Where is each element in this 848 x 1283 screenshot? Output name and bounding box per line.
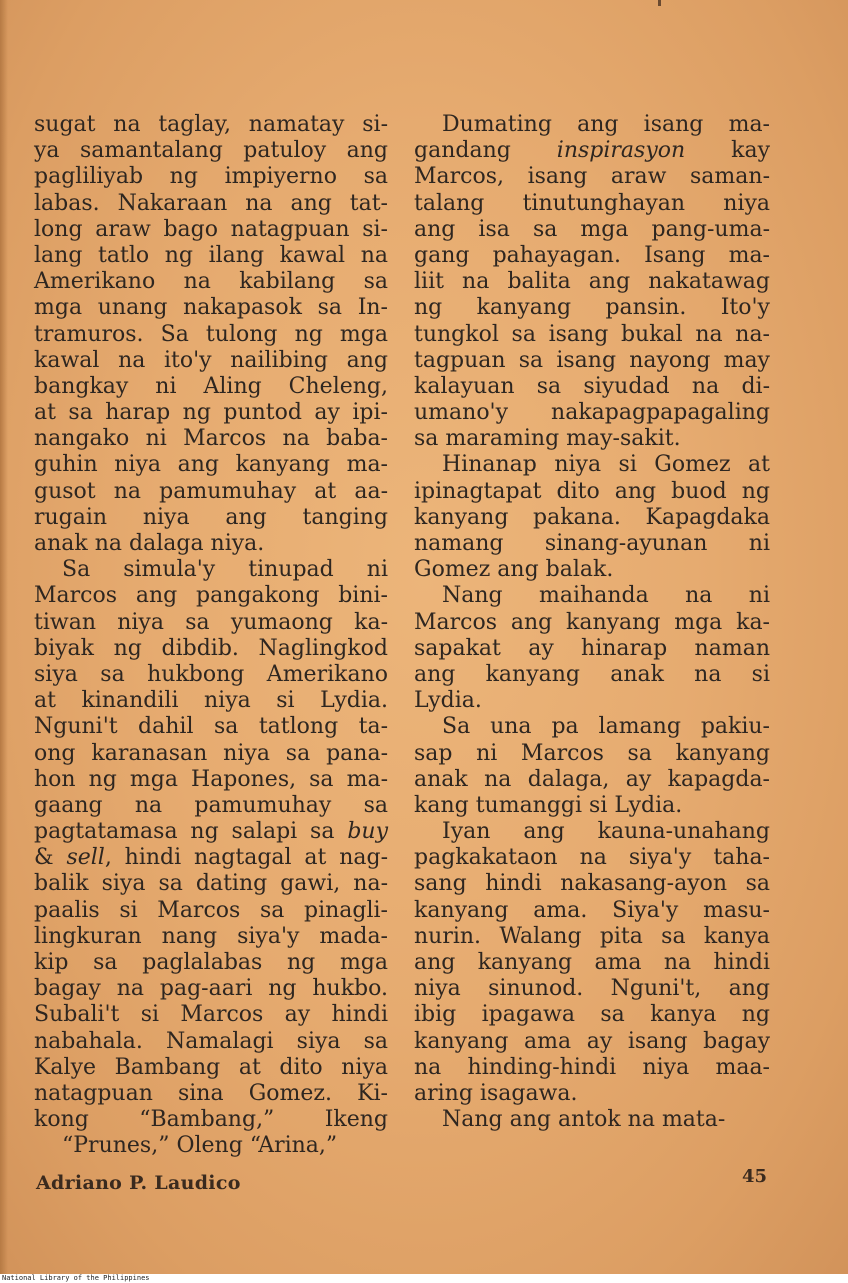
text-line: kanyang ama ay isang bagay	[414, 1028, 770, 1054]
text-line: Nang ang antok na mata-	[442, 1107, 726, 1133]
text-line: ya samantalang patuloy ang	[34, 138, 388, 164]
text-line: ng kanyang pansin. Ito'y	[414, 295, 770, 321]
text-line: bagay na pag-aari ng hukbo.	[34, 976, 388, 1002]
spine-shadow	[0, 0, 8, 1274]
text-line: ang kanyang anak na si	[414, 661, 770, 687]
text-line: kalayuan sa siyudad na di-	[414, 373, 770, 399]
text-line: sugat na taglay, namatay si-	[34, 112, 388, 137]
left-column	[34, 112, 388, 1160]
text-line: umano'y nakapagpapagaling	[414, 400, 770, 426]
text-line: mga unang nakapasok sa In-	[34, 295, 388, 321]
text-line: paalis si Marcos sa pinagli-	[34, 897, 388, 923]
text-line: kanyang ama. Siya'y masu-	[414, 897, 770, 923]
text-line: gang pahayagan. Isang ma-	[414, 242, 770, 268]
text-line: lang tatlo ng ilang kawal na	[34, 242, 388, 268]
text-line: kong “Bambang,” Ikeng	[34, 1107, 388, 1133]
text-line: Lydia.	[414, 688, 482, 714]
text-line: Sa una pa lamang pakiu-	[442, 714, 770, 740]
text-line: bangkay ni Aling Cheleng,	[34, 373, 388, 399]
text-line: natagpuan sina Gomez. Ki-	[34, 1080, 388, 1106]
text-line: namang sinang-ayunan ni	[414, 531, 770, 556]
text-line: sapakat ay hinarap naman	[414, 635, 770, 661]
text-line: rugain niya ang tanging	[34, 504, 388, 530]
text-line: kang tumanggi si Lydia.	[414, 792, 683, 818]
text-line: guhin niya ang kanyang ma-	[34, 452, 388, 478]
text-line: pagliliyab ng impiyerno sa	[34, 164, 388, 190]
text-line: niya sinunod. Nguni't, ang	[414, 976, 770, 1002]
text-line: at kinandili niya si Lydia.	[34, 688, 388, 714]
text-line: Marcos ang kanyang mga ka-	[414, 609, 770, 635]
text-line: labas. Nakaraan na ang tat-	[34, 190, 388, 216]
text-line: Gomez ang balak.	[414, 557, 614, 583]
text-line: ang isa sa mga pang-uma-	[414, 216, 770, 242]
text-line: na hinding-hindi niya maa-	[414, 1054, 770, 1080]
text-line: Dumating ang isang ma-	[442, 112, 770, 137]
text-line: tungkol sa isang bukal na na-	[414, 321, 770, 347]
text-line: biyak ng dibdib. Naglingkod	[34, 635, 388, 661]
text-line: kanyang pakana. Kapagdaka	[414, 504, 770, 530]
text-line: Amerikano na kabilang sa	[34, 269, 388, 295]
text-line: hon ng mga Hapones, sa ma-	[34, 766, 388, 792]
text-line: pagkakataon na siya'y taha-	[414, 845, 770, 871]
text-line: tiwan niya sa yumaong ka-	[34, 609, 388, 635]
ink-mark	[658, 0, 661, 6]
text-line: sa maraming may-sakit.	[414, 426, 681, 452]
text-line: Nang maihanda na ni	[442, 583, 770, 609]
right-column	[414, 112, 770, 1133]
text-line: “Prunes,” Oleng “Arina,”	[62, 1133, 338, 1159]
text-line: talang tinutunghayan niya	[414, 190, 770, 216]
text-line: ibig ipagawa sa kanya ng	[414, 1002, 770, 1028]
text-line: gaang na pamumuhay sa	[34, 792, 388, 818]
text-line: sang hindi nakasang-ayon sa	[414, 871, 770, 897]
text-line: pagtatamasa ng salapi sa buy	[34, 819, 388, 845]
text-line: nabahala. Namalagi siya sa	[34, 1028, 388, 1054]
text-line: Hinanap niya si Gomez at	[442, 452, 770, 478]
text-line: Iyan ang kauna-unahang	[442, 819, 770, 845]
text-line: anak na dalaga niya.	[34, 531, 265, 556]
text-line: ipinagtapat dito ang buod ng	[414, 478, 770, 504]
text-line: Nguni't dahil sa tatlong ta-	[34, 714, 388, 740]
text-line: lingkuran nang siya'y mada-	[34, 923, 388, 949]
text-line: Subali't si Marcos ay hindi	[34, 1002, 388, 1028]
text-line: siya sa hukbong Amerikano	[34, 661, 388, 687]
author-byline: Adriano P. Laudico	[36, 1172, 241, 1194]
text-line: at sa harap ng puntod ay ipi-	[34, 400, 388, 426]
text-line: kip sa paglalabas ng mga	[34, 950, 388, 975]
text-line: balik siya sa dating gawi, na-	[34, 871, 388, 897]
page-number: 45	[742, 1166, 768, 1187]
text-line: anak na dalaga, ay kapagda-	[414, 766, 770, 792]
text-line: tagpuan sa isang nayong may	[414, 347, 770, 373]
library-credit: National Library of the Philippines	[2, 1274, 150, 1282]
text-line: Marcos, isang araw saman-	[414, 164, 770, 190]
text-line: kawal na ito'y nailibing ang	[34, 347, 388, 373]
text-line: Kalye Bambang at dito niya	[34, 1054, 388, 1080]
text-line: nurin. Walang pita sa kanya	[414, 923, 770, 949]
text-line: liit na balita ang nakatawag	[414, 269, 770, 295]
text-line: gandang inspirasyon kay	[414, 138, 771, 164]
text-line: Marcos ang pangakong bini-	[34, 583, 388, 609]
text-line: & sell, hindi nagtagal at nag-	[34, 845, 389, 871]
text-line: tramuros. Sa tulong ng mga	[34, 321, 388, 347]
text-line: nangako ni Marcos na baba-	[34, 426, 388, 452]
text-line: Sa simula'y tinupad ni	[62, 557, 388, 583]
text-line: aring isagawa.	[414, 1080, 578, 1106]
text-line: ang kanyang ama na hindi	[414, 950, 770, 975]
text-line: ong karanasan niya sa pana-	[34, 740, 388, 766]
text-line: sap ni Marcos sa kanyang	[414, 740, 770, 766]
text-line: gusot na pamumuhay at aa-	[34, 478, 388, 504]
text-line: long araw bago natagpuan si-	[34, 216, 388, 242]
